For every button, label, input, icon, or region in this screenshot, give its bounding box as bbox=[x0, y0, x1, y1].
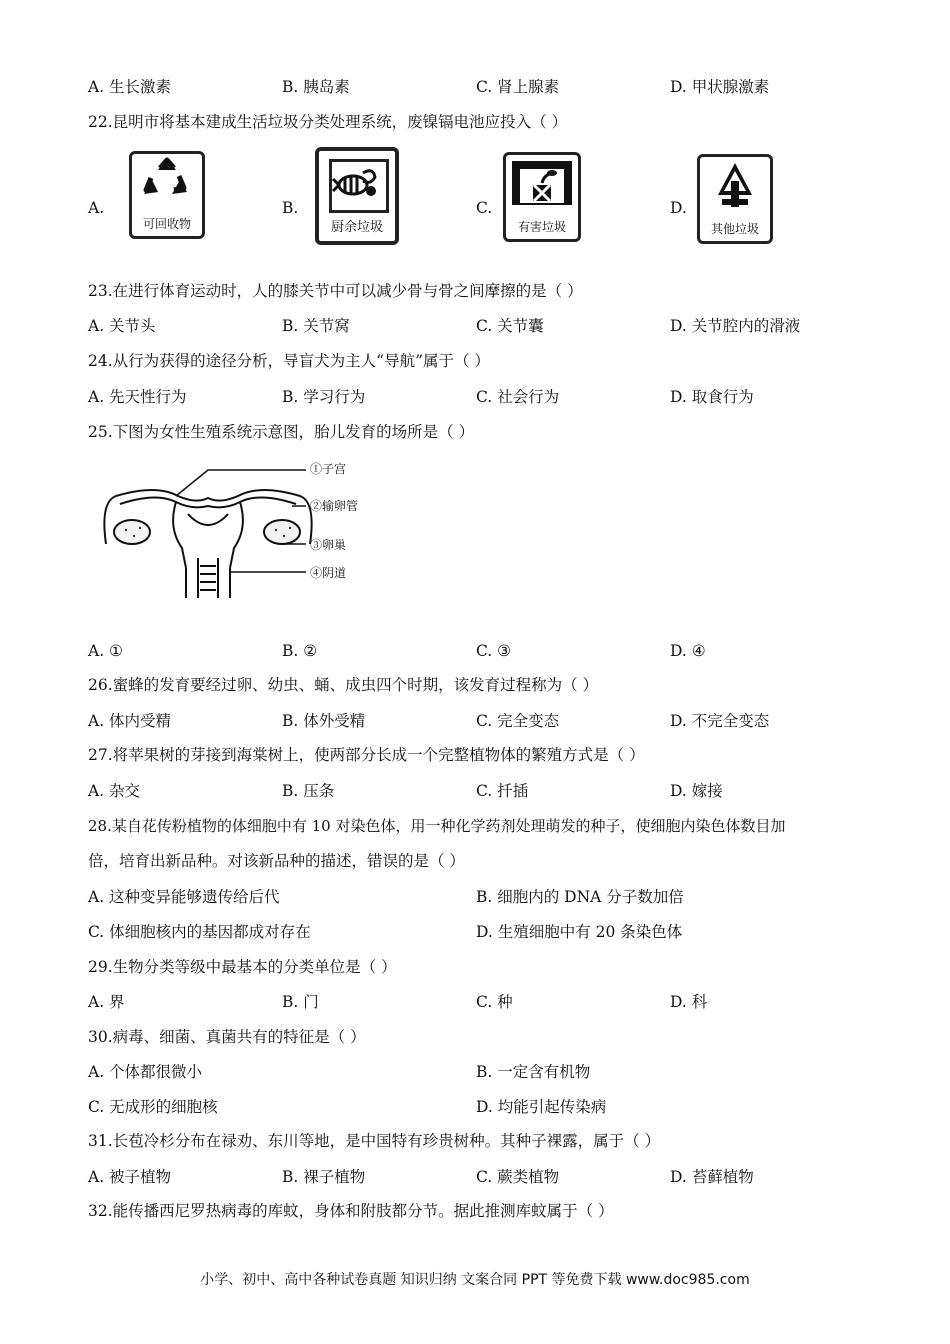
q31-option-a: A. 被子植物 bbox=[88, 1168, 172, 1186]
q21-option-c: C. 肾上腺素 bbox=[476, 78, 560, 96]
q29-option-b: B. 门 bbox=[282, 993, 319, 1011]
q24-option-c: C. 社会行为 bbox=[476, 388, 560, 406]
q28-option-b: B. 细胞内的 DNA 分子数加倍 bbox=[476, 888, 684, 906]
q26-option-b: B. 体外受精 bbox=[282, 712, 366, 730]
q28-stem-line2: 倍，培育出新品种。对该新品种的描述，错误的是（ ） bbox=[88, 852, 465, 870]
q22-letter-b: B. bbox=[282, 199, 299, 217]
q26-option-d: D. 不完全变态 bbox=[670, 712, 770, 730]
recycle-icon bbox=[132, 154, 202, 214]
kitchen-waste-bin-icon bbox=[315, 147, 399, 245]
q29-option-a: A. 界 bbox=[88, 993, 125, 1011]
q30-option-b: B. 一定含有机物 bbox=[476, 1063, 591, 1081]
q27-option-b: B. 压条 bbox=[282, 782, 335, 800]
q28-option-a: A. 这种变异能够遗传给后代 bbox=[88, 888, 280, 906]
q21-option-b: B. 胰岛素 bbox=[282, 78, 350, 96]
hazardous-bin-label: 有害垃圾 bbox=[517, 220, 566, 234]
q26-option-a: A. 体内受精 bbox=[88, 712, 172, 730]
q29-option-d: D. 科 bbox=[670, 993, 708, 1011]
q31-option-d: D. 苔藓植物 bbox=[670, 1168, 754, 1186]
q24-option-b: B. 学习行为 bbox=[282, 388, 366, 406]
q22-letter-c: C. bbox=[476, 199, 493, 217]
page-footer: 小学、初中、高中各种试卷真题 知识归纳 文案合同 PPT 等免费下载 www.doc985.com bbox=[200, 1272, 750, 1288]
vagina-label: ④阴道 bbox=[310, 566, 347, 580]
q31-option-b: B. 裸子植物 bbox=[282, 1168, 366, 1186]
q27-stem: 27.将苹果树的芽接到海棠树上，使两部分长成一个完整植物体的繁殖方式是（ ） bbox=[88, 746, 645, 764]
q31-stem: 31.长苞冷杉分布在禄劝、东川等地，是中国特有珍贵树种。其种子裸露，属于（ ） bbox=[88, 1132, 661, 1150]
q29-option-c: C. 种 bbox=[476, 993, 513, 1011]
other-waste-symbol-icon bbox=[700, 157, 770, 217]
q25-stem: 25.下图为女性生殖系统示意图，胎儿发育的场所是（ ） bbox=[88, 423, 475, 441]
q23-stem: 23.在进行体育运动时，人的膝关节中可以减少骨与骨之间摩擦的是（ ） bbox=[88, 282, 583, 300]
q28-option-d: D. 生殖细胞中有 20 条染色体 bbox=[476, 923, 683, 941]
q32-stem: 32.能传播西尼罗热病毒的库蚊，身体和附肢都分节。据此推测库蚊属于（ ） bbox=[88, 1202, 614, 1220]
recyclable-bin-icon bbox=[129, 151, 205, 239]
q28-stem-line1: 28.某自花传粉植物的体细胞中有 10 对染色体，用一种化学药剂处理萌发的种子，使细胞内染色体数目加 bbox=[88, 817, 786, 835]
q25-option-c: C. ③ bbox=[476, 642, 512, 660]
q23-option-a: A. 关节头 bbox=[88, 317, 156, 335]
q26-option-c: C. 完全变态 bbox=[476, 712, 560, 730]
q22-stem: 22.昆明市将基本建成生活垃圾分类处理系统，废镍镉电池应投入（ ） bbox=[88, 113, 568, 131]
q28-option-c: C. 体细胞核内的基因都成对存在 bbox=[88, 923, 311, 941]
q30-option-a: A. 个体都很微小 bbox=[88, 1063, 203, 1081]
hazard-cross-icon bbox=[506, 155, 578, 215]
q26-stem: 26.蜜蜂的发育要经过卵、幼虫、蛹、成虫四个时期，该发育过程称为（ ） bbox=[88, 676, 599, 694]
q27-option-d: D. 嫁接 bbox=[670, 782, 723, 800]
q24-option-a: A. 先天性行为 bbox=[88, 388, 187, 406]
hazardous-bin-icon bbox=[503, 152, 581, 242]
female-reproductive-diagram bbox=[96, 452, 376, 598]
q21-option-a: A. 生长激素 bbox=[88, 78, 172, 96]
q25-option-b: B. ② bbox=[282, 642, 318, 660]
q23-option-b: B. 关节窝 bbox=[282, 317, 350, 335]
recyclable-bin-label: 可回收物 bbox=[142, 217, 191, 231]
kitchen-waste-bin-label: 厨余垃圾 bbox=[330, 220, 383, 235]
q27-option-a: A. 杂交 bbox=[88, 782, 141, 800]
q24-stem: 24.从行为获得的途径分析，导盲犬为主人“导航”属于（ ） bbox=[88, 352, 490, 370]
q23-option-c: C. 关节囊 bbox=[476, 317, 544, 335]
ovary-label: ③卵巢 bbox=[310, 538, 347, 552]
q23-option-d: D. 关节腔内的滑液 bbox=[670, 317, 801, 335]
fish-bone-icon bbox=[319, 151, 395, 215]
q31-option-c: C. 蕨类植物 bbox=[476, 1168, 560, 1186]
q25-option-d: D. ④ bbox=[670, 642, 706, 660]
q21-option-d: D. 甲状腺激素 bbox=[670, 78, 770, 96]
other-waste-bin-icon bbox=[697, 154, 773, 244]
q24-option-d: D. 取食行为 bbox=[670, 388, 754, 406]
q25-option-a: A. ① bbox=[88, 642, 123, 660]
q30-option-c: C. 无成形的细胞核 bbox=[88, 1098, 218, 1116]
q29-stem: 29.生物分类等级中最基本的分类单位是（ ） bbox=[88, 958, 397, 976]
q27-option-c: C. 扦插 bbox=[476, 782, 529, 800]
uterus-label: ①子宫 bbox=[310, 462, 347, 476]
q30-option-d: D. 均能引起传染病 bbox=[476, 1098, 607, 1116]
other-waste-bin-label: 其他垃圾 bbox=[710, 222, 759, 236]
q30-stem: 30.病毒、细菌、真菌共有的特征是（ ） bbox=[88, 1028, 366, 1046]
q22-letter-a: A. bbox=[88, 199, 105, 217]
q22-letter-d: D. bbox=[670, 199, 687, 217]
oviduct-label: ②输卵管 bbox=[310, 499, 359, 513]
